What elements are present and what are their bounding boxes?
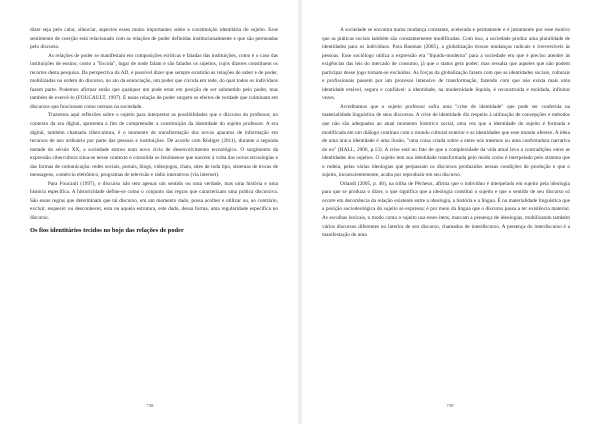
section-heading: Os fios identitários tecidos no bojo das relações de poder [30,226,184,234]
left-page-text [30,26,278,235]
right-page [300,0,600,424]
paragraph: dizer seja pelo calar, silenciar, aspectos esses muito importantes sobre a constituição identitária do sujeito. Esse sentimento de coerção está relacionado com as relações de poder definidas institucionalmente e que são permeadas pelo discurso. [30,27,278,51]
paragraph: As relações de poder se manifestam em composições ecríticas e faladas das instituições, como é o caso das instituições de ensino, como a "Escola", lugar de onde falam e são falados os sujeitos, cujos dizeres constituem os recortes desta pesquisa. Da perspectiva da AD, é possível dizer que sempre existirão as relações de saber e de poder, mobilizadas no ordem do discurso, no ato da enunciação, um poder que circula em rede, do qual todos os indivíduos fazem parte. Podemos afirmar então que qualquer um pode estar em posição de ser submetido pelo poder, mas também de exercê-lo (FOUCAULT, 1997). E essas relação de poder surgem os efeitos de verdade que culminam em discursos que funcionam como normas na sociedade. [30,52,278,110]
paragraph: Para Foucault (1997), o discurso não tem apenas um sentido ou uma verdade, mas uma história e uma história específica. A historicidade define-se como o conjunto das regras que caracterizam uma prática discursiva. São essas regras que determinam que tal discurso, em um momento dado, possa acolher e utilizar ou, ao contrário, excluir, esquecer ou desconhecer, esta ou aquela estrutura, este dado, dessa forma, uma regularidade específica no discurso. [30,180,278,222]
page-number-right: 739 [446,403,454,408]
paragraph: Acreditamos que o sujeito professor sofra uma "crise de identidade" que pode ser conferida na materialidade linguística de seus discursos. A crise de identidade diz respeito à utilização de concepções e métodos que não são adequados ao atual momento histórico social, uma vez que a identidade do sujeito é formada e modificada em um diálogo contínuo com o mundo cultural exterior e as identidades que esse mundo oferece. A ideia de uma única identidade é uma ilusão, "uma coisa criada sobre a entre nós mesmos ou uma confortadora narrativa do eu" (HALL, 2006, p.13). A crise está no fato de que a complexidade da vida atual leva a contradições entre as identidades dos sujeitos. O sujeito tem sua identidade transformada pelo modo como é interpelado pelo sistema que o rodeia, pelas várias ideologias que perpassam os discursos produzidos nessas condições de produção e que o sujeito, inconscientemente, acaba por reproduzir em seu discurso. [322,103,570,179]
paragraph: Orlandi (2005, p. 46), na trilha de Pêcheux, afirma que o indivíduo é interpelado em sujeito pela ideologia para que se produza o dizer, o que significa que a ideologia constitui o sujeito e que o sentido de seu discurso só ocorre em decorrência da relação existente entre a ideologia, a história e a língua. É na materialidade linguística que a posição sociodeológica do sujeito se expressa; é por meio da língua que o discurso passa a ter existência material. As escolhas lexicais, o modo como o sujeito usa esses itens, marcam a presença de ideologias, mobilizando também vários discursos diferentes no interior de seu discurso, chamados de interdiscurso. A presença do interdiscurso é a manifestação de uma [322,180,570,239]
paragraph: Trazemos aqui reflexões sobre o sujeito para interpretar as possibilidades que o discurso do professor, no contexto da era digital, apresenta a fim de compreender a constituição da identidade do sujeito professor. A era digital, também chamada cibercultura, é o momento de transformação dos novos aparatos de informação em recursos de uso ordinário por parte das pessoas e instituições. De acordo com Rüdiger (2011), durante a segunda metade do século XX, a sociedade entrou num novo ciclo de desenvolvimento tecnológico. O surgimento da expressão cibercultura situa-se nesse contexto e consolida os fenômenos que nascem à volta das novas tecnologias e das formas de comunicação: redes sociais, portais, blogs, videojogos, chats, sites de toda tipo, sistemas de trocas de mensagens, comércio eletrônico, programas de televisão e rádio interativos (via internet). [30,112,278,179]
page-number-left: 738 [146,403,154,408]
paragraph: A sociedade se encontra numa mudança constante, acelerada e permanente e é justamente por esse motivo que as práticas sociais também são constantemente modificadas. Com isso, a sociedade produz uma pluralidade de identidades para os indivíduos. Para Bauman (2005), a globalização trouxe mudanças radicais e irreversíveis às pessoas. Esse sociólogo utiliza a expressão era "líquido-moderna" para a sociedade em que é preciso atender às exigências das leis do mercado de consumo, já que o status gera poder; mas ressalta que aqueles que não podem participar desse jogo tornam-se excluídos. As forças da globalização fazem com que as identidades sociais, culturais e profissionais passem por um processo intensivo de transformação, fazendo com que não exista mais uma identidade estável, segura e confiável: a identidade, na modernidade líquida, é reconstruída e moldada, infinitas vezes. [322,27,570,102]
right-page-text [322,26,570,240]
